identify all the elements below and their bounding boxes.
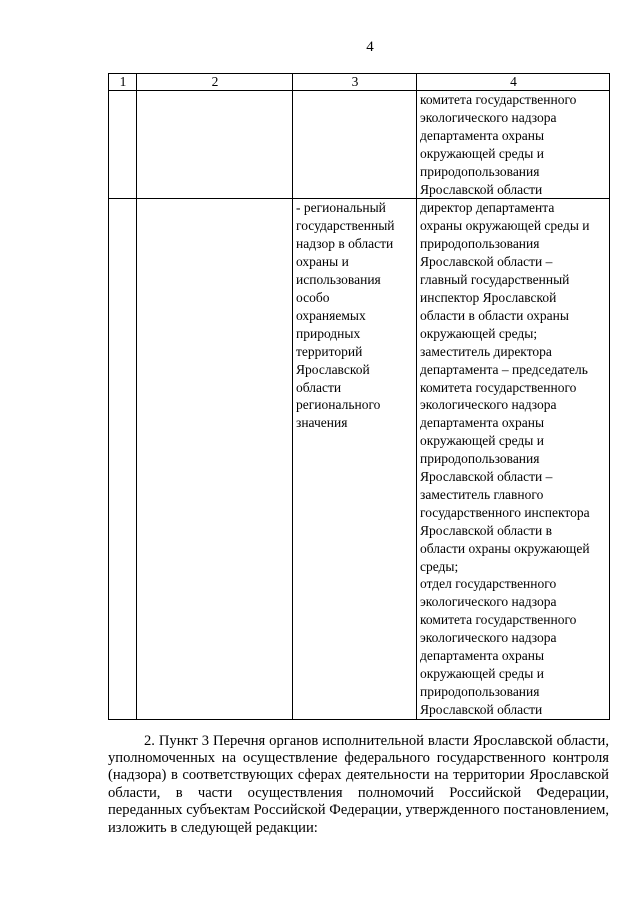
document-table <box>108 73 610 720</box>
table-cell <box>137 91 293 199</box>
table-cell <box>293 91 417 199</box>
table-header-cell: 1 <box>109 74 137 91</box>
body-paragraph: 2. Пункт 3 Перечня органов исполнительной власти Ярославской области, уполномоченных на осуществление федерального государственного контроля (надзора) в соответствующих сферах деятельности на территории Ярославской области, в части осуществления полномочий Российской Федерации, переданных субъектам Российской Федерации, утвержденного постановлением, изложить в следующей редакции: <box>108 732 609 836</box>
table-header-cell: 2 <box>137 74 293 91</box>
table-header-cell: 3 <box>293 74 417 91</box>
table-cell: комитета государственного экологического надзора департамента охраны окружающей среды и природопользования Ярославской области <box>417 91 610 199</box>
table-cell <box>137 199 293 719</box>
table-row <box>109 91 610 199</box>
table-header-row <box>109 74 610 91</box>
table-row <box>109 199 610 719</box>
table-cell <box>109 91 137 199</box>
table-cell: директор департамента охраны окружающей среды и природопользования Ярославской области – главный государственный инспектор Ярославской области в области охраны окружающей среды; заместитель директора департамента – председатель комитета государственного экологического надзора департамента охраны окружающей среды и природопользования Ярославской области – заместитель главного государственного инспектора Ярославской области в области охраны окружающей среды; отдел государственного экологического надзора комитета государственного экологического надзора департамента охраны окружающей среды и природопользования Ярославской области <box>417 199 610 719</box>
table-header-cell: 4 <box>417 74 610 91</box>
table-cell <box>109 199 137 719</box>
table-cell: - региональный государственный надзор в области охраны и использования особо охраняемых природных территорий Ярославской области регионального значения <box>293 199 417 719</box>
page-number: 4 <box>366 39 374 55</box>
